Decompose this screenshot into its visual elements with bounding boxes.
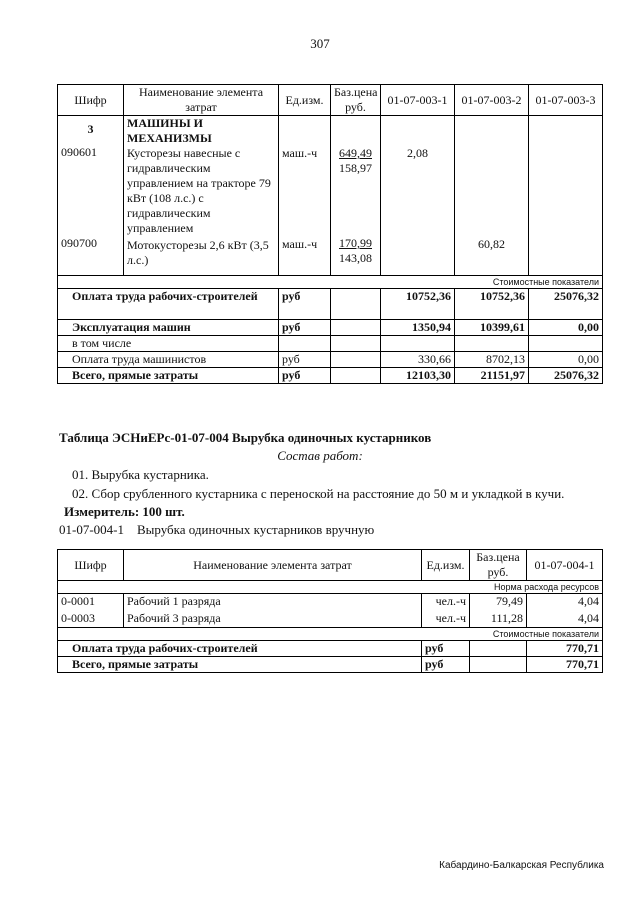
norm-subtitle: 01-07-004-1 Вырубка одиночных кустарников вручную xyxy=(59,522,375,537)
table-row xyxy=(58,352,603,368)
composition-title: Состав работ: xyxy=(277,448,363,463)
header-col1: 01-07-004-1 xyxy=(527,550,603,581)
row-value: 4,04 xyxy=(527,611,603,628)
summary-unit: руб xyxy=(279,320,331,336)
summary-unit: руб xyxy=(279,352,331,368)
summary-value: 25076,32 xyxy=(529,368,603,384)
subheader-norms: Норма расхода ресурсов xyxy=(58,581,603,594)
row-price-current: 158,97 xyxy=(339,161,372,175)
summary-value: 0,00 xyxy=(529,352,603,368)
summary-unit: руб xyxy=(422,657,470,673)
row-unit: маш.-ч xyxy=(282,237,318,251)
table-row xyxy=(58,336,603,352)
row-unit: маш.-ч xyxy=(282,146,318,160)
resource-table-01-07-003 xyxy=(57,84,603,384)
summary-name: Эксплуатация машин xyxy=(58,320,279,336)
resource-table-01-07-004 xyxy=(57,549,603,673)
header-unit: Ед.изм. xyxy=(422,550,470,581)
work-item: 01. Вырубка кустарника. xyxy=(72,467,209,482)
table-title: Таблица ЭСНиЕРс-01-07-004 Вырубка одиночных кустарников xyxy=(59,430,432,445)
row-name: Кусторезы навесные с гидравлическим управлением на тракторе 79 кВт (108 л.с.) с гидравлическим управлением xyxy=(127,146,271,235)
summary-value: 770,71 xyxy=(527,657,603,673)
row-price-base: 170,99 xyxy=(339,236,372,250)
summary-value: 10752,36 xyxy=(455,289,529,320)
summary-value: 10399,61 xyxy=(455,320,529,336)
row-code: 0-0001 xyxy=(58,594,124,611)
summary-value: 12103,30 xyxy=(381,368,455,384)
row-name: Рабочий 1 разряда xyxy=(124,594,422,611)
subheader-row xyxy=(58,276,603,289)
summary-value: 21151,97 xyxy=(455,368,529,384)
summary-value: 25076,32 xyxy=(529,289,603,320)
row-value: 4,04 xyxy=(527,594,603,611)
header-unit: Ед.изм. xyxy=(279,85,331,116)
row-value: 60,82 xyxy=(478,237,505,251)
page-number: 307 xyxy=(310,36,330,51)
table-row xyxy=(58,611,603,628)
row-unit: чел.-ч xyxy=(422,594,470,611)
header-col3: 01-07-003-3 xyxy=(529,85,603,116)
row-code: 090601 xyxy=(61,145,97,159)
summary-value: 0,00 xyxy=(529,320,603,336)
header-col2: 01-07-003-2 xyxy=(455,85,529,116)
table-row xyxy=(58,641,603,657)
summary-name: в том числе xyxy=(58,336,279,352)
table-row xyxy=(58,657,603,673)
row-price: 79,49 xyxy=(470,594,527,611)
summary-unit: руб xyxy=(422,641,470,657)
row-price: 111,28 xyxy=(470,611,527,628)
header-code: Шифр xyxy=(58,550,124,581)
summary-name: Оплата труда рабочих-строителей xyxy=(58,641,422,657)
table-header-row xyxy=(58,550,603,581)
summary-value: 330,66 xyxy=(381,352,455,368)
summary-value: 8702,13 xyxy=(455,352,529,368)
row-name: Мотокусторезы 2,6 кВт (3,5 л.с.) xyxy=(127,238,269,267)
summary-value: 1350,94 xyxy=(381,320,455,336)
section-name: МАШИНЫ И МЕХАНИЗМЫ xyxy=(127,116,212,145)
summary-unit: руб xyxy=(279,289,331,320)
summary-name: Всего, прямые затраты xyxy=(58,657,422,673)
row-price-base: 649,49 xyxy=(339,146,372,160)
table-row xyxy=(58,368,603,384)
subheader-row xyxy=(58,628,603,641)
summary-name: Оплата труда машинистов xyxy=(58,352,279,368)
summary-value: 10752,36 xyxy=(381,289,455,320)
row-unit: чел.-ч xyxy=(422,611,470,628)
row-price-current: 143,08 xyxy=(339,251,372,265)
header-col1: 01-07-003-1 xyxy=(381,85,455,116)
summary-name: Всего, прямые затраты xyxy=(58,368,279,384)
summary-name: Оплата труда рабочих-строителей xyxy=(58,289,279,320)
meter: Измеритель: 100 шт. xyxy=(64,504,185,519)
header-name: Наименование элемента затрат xyxy=(124,85,279,116)
subheader-cost: Стоимостные показатели xyxy=(58,276,603,289)
header-code: Шифр xyxy=(58,85,124,116)
section-code: 3 xyxy=(87,122,94,136)
header-price: Баз.цена руб. xyxy=(331,85,381,116)
row-name: Рабочий 3 разряда xyxy=(124,611,422,628)
header-price: Баз.цена руб. xyxy=(470,550,527,581)
summary-unit: руб xyxy=(279,368,331,384)
table-row xyxy=(58,594,603,611)
row-code: 0-0003 xyxy=(58,611,124,628)
footer-region: Кабардино-Балкарская Республика xyxy=(439,860,604,871)
table-header-row xyxy=(58,85,603,116)
subheader-row xyxy=(58,581,603,594)
table-row xyxy=(58,289,603,320)
header-name: Наименование элемента затрат xyxy=(124,550,422,581)
work-item: 02. Сбор срубленного кустарника с переноской на расстояние до 50 м и укладкой в кучи. xyxy=(72,486,565,501)
summary-value: 770,71 xyxy=(527,641,603,657)
table-row xyxy=(58,320,603,336)
row-code: 090700 xyxy=(61,236,97,250)
row-value: 2,08 xyxy=(407,146,428,160)
subheader-cost: Стоимостные показатели xyxy=(58,628,603,641)
table-row xyxy=(58,116,603,276)
